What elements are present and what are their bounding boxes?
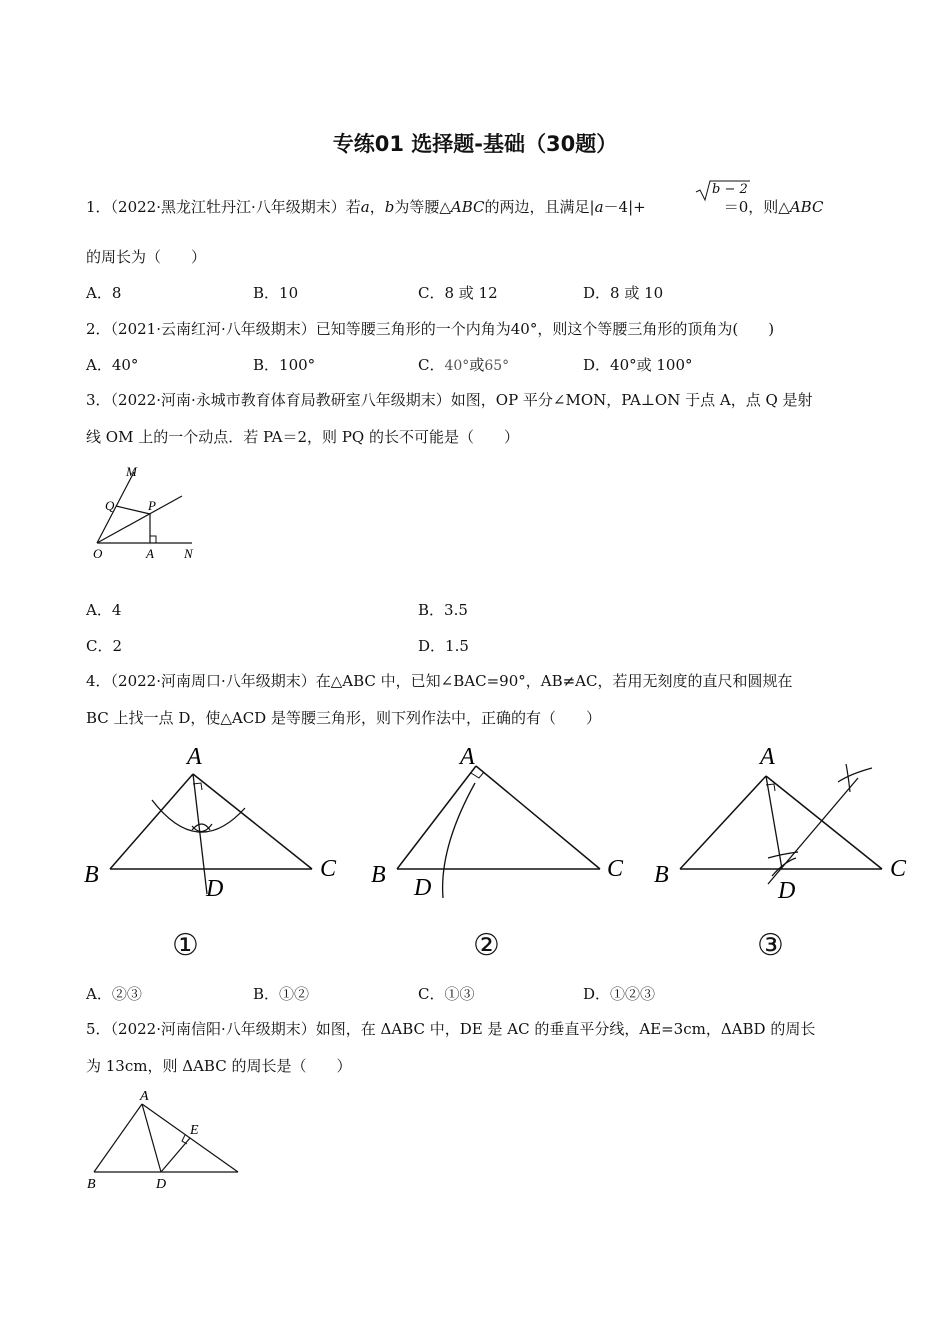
label-b: B <box>371 862 386 888</box>
question-2 <box>86 318 774 340</box>
label-a: A <box>140 1089 149 1104</box>
question-text: －4|+ <box>603 198 646 216</box>
question-number: 2． <box>86 320 111 338</box>
question-source: （2022·河南信阳·八年级期末） <box>110 1020 316 1038</box>
option-a[interactable]: A．②③ <box>86 985 142 1003</box>
question-number: 5． <box>86 1020 111 1038</box>
label-a: A <box>187 744 202 770</box>
label-d: D <box>414 875 432 901</box>
label-q: Q <box>105 498 115 513</box>
question-source: （2022·黑龙江牡丹江·八年级期末） <box>110 198 346 216</box>
option-c[interactable]: C．2 <box>86 637 123 655</box>
label-d: D <box>156 1177 167 1192</box>
question-5 <box>86 1018 815 1040</box>
label-b: B <box>84 862 99 888</box>
question-4 <box>86 670 792 692</box>
option-d[interactable]: D．40°或 100° <box>583 356 693 374</box>
figure-angle-bisector <box>86 462 206 562</box>
option-a[interactable]: A．40° <box>86 356 139 374</box>
option-value: 65° <box>484 358 510 374</box>
figure-perpendicular-bisector <box>84 1086 244 1196</box>
var-b: b <box>384 198 395 216</box>
question-text: ， <box>369 198 385 216</box>
question-source: （2022·河南·永城市教育体育局教研室八年级期末） <box>110 391 451 409</box>
label-d: D <box>206 876 224 902</box>
label-o: O <box>93 546 103 561</box>
question-3 <box>86 389 813 411</box>
figure-number-1: ① <box>172 928 199 963</box>
option-b[interactable]: B．3.5 <box>418 601 468 619</box>
label-b: B <box>87 1177 96 1192</box>
segment-pq <box>116 506 150 514</box>
question-1-line2: 的周长为（ ） <box>86 248 207 266</box>
label-c: C <box>607 856 624 882</box>
option-b[interactable]: B．①② <box>253 985 310 1003</box>
var-a: a <box>594 198 604 216</box>
question-4-line2: BC 上找一点 D，使△ACD 是等腰三角形，则下列作法中，正确的有（ ） <box>86 709 601 727</box>
question-source: （2022·河南周口·八年级期末） <box>110 672 316 690</box>
label-c: C <box>320 856 337 882</box>
question-number: 1． <box>86 198 111 216</box>
option-c[interactable] <box>418 354 509 375</box>
label-c: C <box>890 856 907 882</box>
option-b[interactable]: B．10 <box>253 284 299 302</box>
label-a: A <box>760 744 775 770</box>
option-a[interactable]: A．8 <box>86 284 122 302</box>
label-e: E <box>190 1123 199 1138</box>
question-text: ＝0，则△ <box>723 198 790 216</box>
label-a: A <box>460 744 475 770</box>
option-d[interactable]: D．1.5 <box>418 637 469 655</box>
question-3-line2: 线 OM 上的一个动点．若 PA＝2，则 PQ 的长不可能是（ ） <box>86 428 519 446</box>
label-d: D <box>778 878 796 904</box>
question-source: （2021·云南红河·八年级期末） <box>110 320 316 338</box>
option-d[interactable]: D．8 或 10 <box>583 284 664 302</box>
option-d[interactable]: D．①②③ <box>583 985 656 1003</box>
figure-number-3: ③ <box>757 928 784 963</box>
question-text: 如图，在 ΔABC 中，DE 是 AC 的垂直平分线，AE=3cm，ΔABD 的周长 <box>315 1020 816 1038</box>
option-b[interactable]: B．100° <box>253 356 316 374</box>
label-m: M <box>126 464 137 479</box>
option-a[interactable]: A．4 <box>86 601 122 619</box>
triangle-name: ABC <box>450 198 485 216</box>
figure-construction-2 <box>365 738 645 908</box>
label-n: N <box>184 546 193 561</box>
label-a: A <box>146 546 154 561</box>
question-text: 的两边，且满足| <box>484 198 595 216</box>
option-c[interactable]: C．8 或 12 <box>418 284 498 302</box>
option-c[interactable]: C．①③ <box>418 985 475 1003</box>
option-text: 或 <box>469 356 485 374</box>
question-text: 已知等腰三角形的一个内角为40°，则这个等腰三角形的顶角为( ) <box>315 320 775 338</box>
figure-construction-1 <box>80 738 350 908</box>
var-a: a <box>360 198 370 216</box>
question-text: 为等腰△ <box>394 198 451 216</box>
question-text: 在△ABC 中，已知∠BAC=90°，AB≠AC，若用无刻度的直尺和圆规在 <box>315 672 793 690</box>
question-text: 如图，OP 平分∠MON，PA⊥ON 于点 A，点 Q 是射 <box>450 391 813 409</box>
triangle-name: ABC <box>789 198 824 216</box>
question-number: 4． <box>86 672 111 690</box>
question-5-line2: 为 13cm，则 ΔABC 的周长是（ ） <box>86 1057 352 1075</box>
question-text: 若 <box>345 198 361 216</box>
option-label: C． <box>418 356 445 374</box>
label-b: B <box>654 862 669 888</box>
figure-number-2: ② <box>473 928 500 963</box>
option-value: 40° <box>444 358 470 374</box>
page-title: 专练01 选择题-基础（30题） <box>332 132 618 156</box>
figure-construction-3 <box>650 738 920 908</box>
label-p: P <box>148 498 156 513</box>
sqrt-argument: b − 2 <box>712 182 748 197</box>
question-number: 3． <box>86 391 111 409</box>
